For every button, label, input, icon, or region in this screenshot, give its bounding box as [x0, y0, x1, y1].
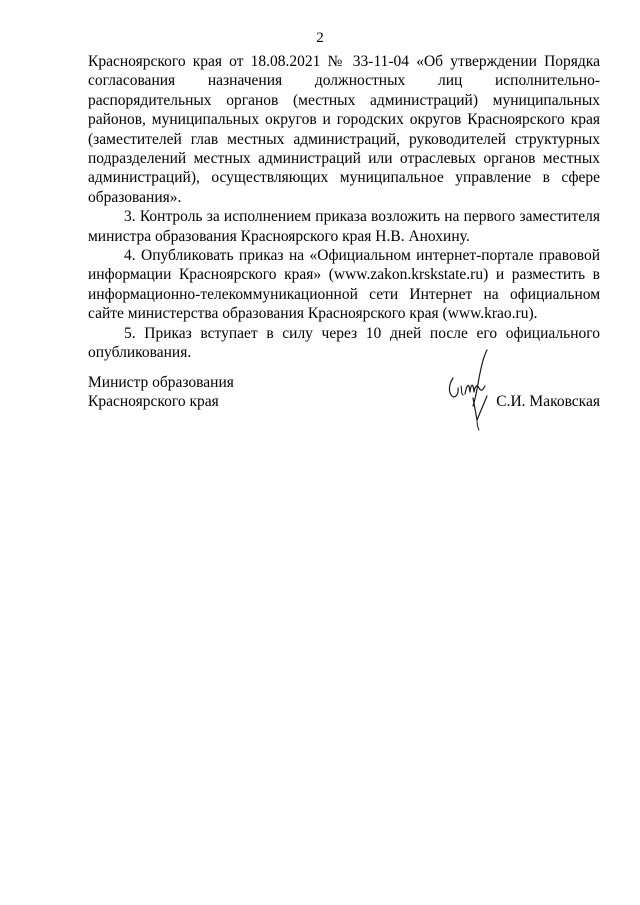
- page-number: 2: [316, 30, 324, 46]
- paragraph-item-4-publication: 4. Опубликовать приказ на «Официальном интернет-портале правовой информации Красноярского края» (www.zakon.krskstate.ru) и разместить в информационно-телекоммуникационной сети Интернет на официальном сайте министерства образования Красноярского края (www.krao.ru).: [88, 247, 600, 323]
- signatory-position-line-1: Министр образования: [88, 374, 234, 391]
- signature-block: [88, 370, 600, 440]
- signer-name: С.И. Маковская: [496, 393, 600, 410]
- signatory-position-line-2: Красноярского края: [88, 393, 219, 411]
- paragraph-item-5-entry-into-force: 5. Приказ вступает в силу через 10 дней после его официального опубликования.: [88, 324, 600, 362]
- handwritten-signature-icon: [443, 348, 503, 432]
- paragraph-regulation-reference: Красноярского края от 18.08.2021 № 33-11-04 «Об утверждении Порядка согласования назначения должностных лиц исполнительно-распорядительных органов (местных администраций) муниципальных районов, муниципальных округов и городских округов Красноярского края (заместителей глав местных администраций, руководителей структурных подразделений местных администраций или отраслевых органов местных администраций), осуществляющих муниципальное управление в сфере образования».: [88, 53, 600, 206]
- paragraph-item-3-control: 3. Контроль за исполнением приказа возложить на первого заместителя министра образования Красноярского края Н.В. Анохину.: [88, 208, 600, 245]
- document-body: [88, 52, 600, 363]
- signatory-position: [88, 373, 234, 412]
